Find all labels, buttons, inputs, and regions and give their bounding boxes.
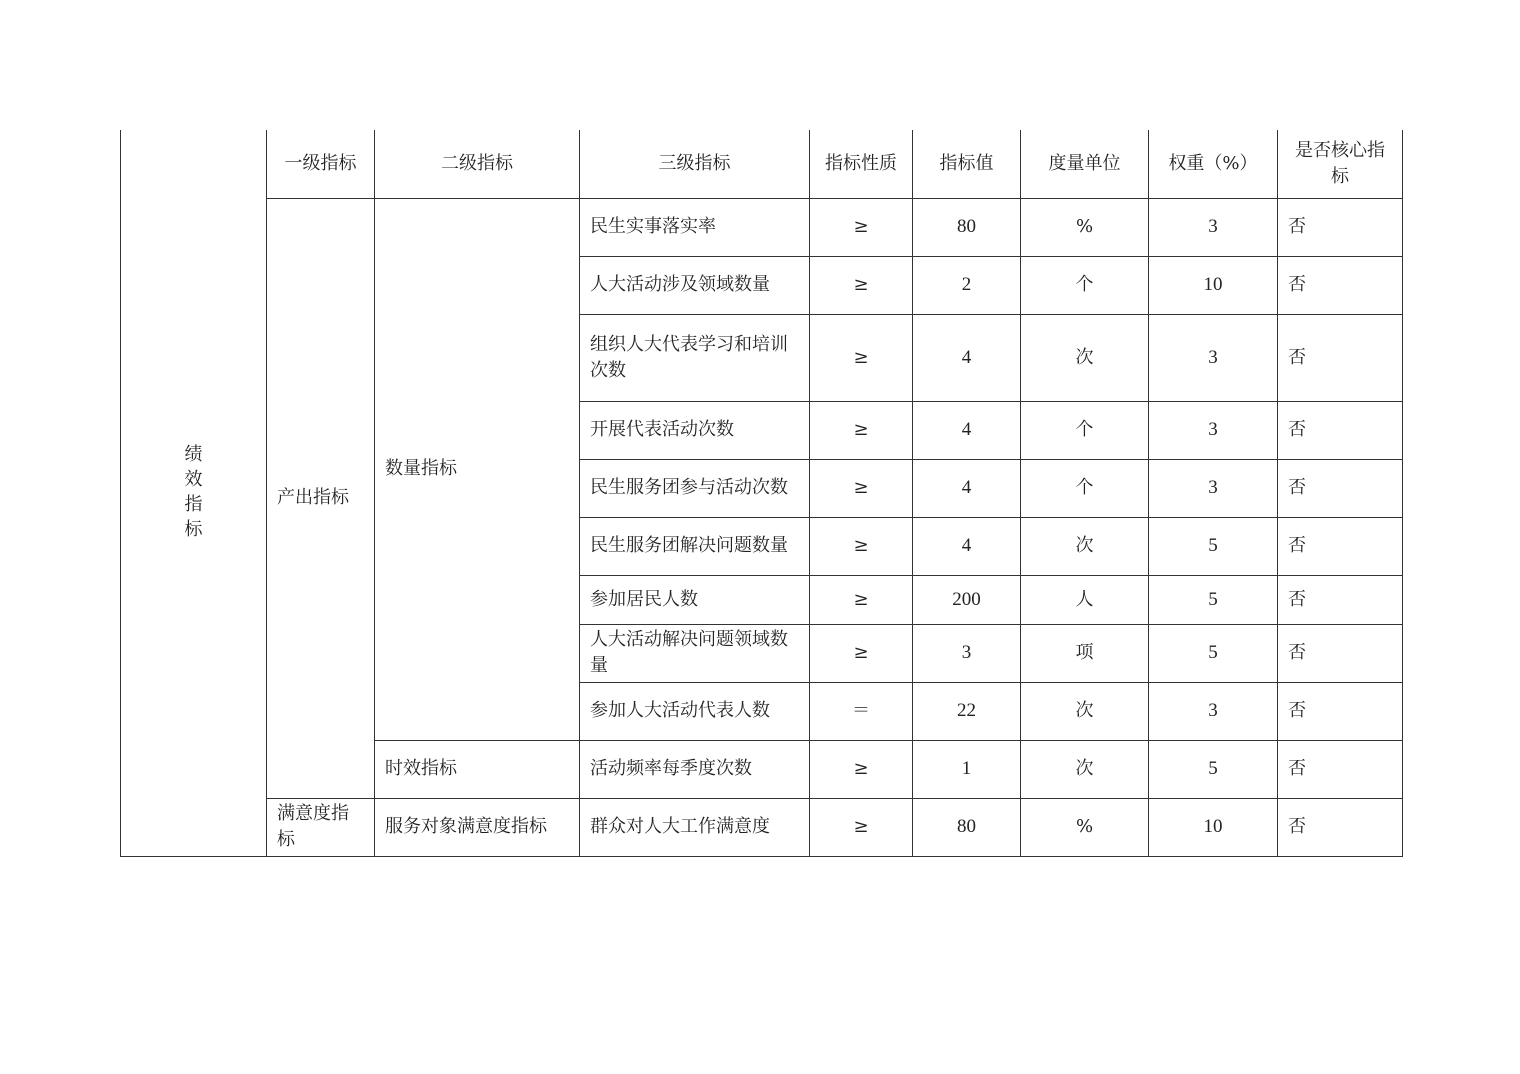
indicator-weight: 5 [1149, 517, 1278, 575]
indicator-value: 3 [913, 624, 1021, 682]
header-value: 指标值 [913, 130, 1021, 198]
indicator-unit: 个 [1021, 401, 1149, 459]
indicator-name: 群众对人大工作满意度 [580, 798, 810, 856]
indicator-core: 否 [1278, 459, 1403, 517]
indicator-nature: ≥ [810, 256, 913, 314]
indicator-nature: ≥ [810, 798, 913, 856]
outer-category-cell [121, 130, 267, 856]
indicator-weight: 3 [1149, 314, 1278, 401]
indicator-value: 4 [913, 314, 1021, 401]
header-weight: 权重（%） [1149, 130, 1278, 198]
indicator-nature: ≥ [810, 517, 913, 575]
indicator-name: 人大活动涉及领域数量 [580, 256, 810, 314]
indicator-nature: ≥ [810, 575, 913, 624]
indicator-core: 否 [1278, 575, 1403, 624]
indicator-name: 活动频率每季度次数 [580, 740, 810, 798]
indicator-core: 否 [1278, 198, 1403, 256]
indicator-name: 民生服务团参与活动次数 [580, 459, 810, 517]
level2-quantity-cell: 数量指标 [375, 198, 580, 740]
indicator-nature: ≥ [810, 198, 913, 256]
indicator-weight: 3 [1149, 682, 1278, 740]
indicator-unit: 次 [1021, 517, 1149, 575]
indicator-name: 组织人大代表学习和培训次数 [580, 314, 810, 401]
indicator-nature: ≥ [810, 314, 913, 401]
indicator-unit: 次 [1021, 740, 1149, 798]
indicator-value: 1 [913, 740, 1021, 798]
indicator-value: 22 [913, 682, 1021, 740]
indicator-core: 否 [1278, 314, 1403, 401]
indicator-name: 参加居民人数 [580, 575, 810, 624]
level1-output-cell: 产出指标 [267, 198, 375, 798]
indicator-core: 否 [1278, 624, 1403, 682]
indicator-nature: ≥ [810, 459, 913, 517]
indicator-unit: 项 [1021, 624, 1149, 682]
indicator-name: 参加人大活动代表人数 [580, 682, 810, 740]
indicator-value: 4 [913, 459, 1021, 517]
indicator-weight: 10 [1149, 798, 1278, 856]
indicator-name: 民生服务团解决问题数量 [580, 517, 810, 575]
header-row [121, 130, 1403, 198]
indicator-unit: 个 [1021, 256, 1149, 314]
indicator-weight: 3 [1149, 459, 1278, 517]
level2-timeliness-cell: 时效指标 [375, 740, 580, 798]
outer-category-label: 绩效指标 [184, 444, 203, 541]
header-level1: 一级指标 [267, 130, 375, 198]
performance-indicator-table [120, 130, 1403, 857]
indicator-unit: % [1021, 798, 1149, 856]
level1-satisfaction-cell: 满意度指标 [267, 798, 375, 856]
indicator-core: 否 [1278, 517, 1403, 575]
indicator-name: 开展代表活动次数 [580, 401, 810, 459]
indicator-core: 否 [1278, 682, 1403, 740]
indicator-weight: 3 [1149, 198, 1278, 256]
indicator-value: 2 [913, 256, 1021, 314]
header-unit: 度量单位 [1021, 130, 1149, 198]
indicator-unit: 个 [1021, 459, 1149, 517]
indicator-weight: 5 [1149, 740, 1278, 798]
indicator-value: 200 [913, 575, 1021, 624]
indicator-unit: 次 [1021, 682, 1149, 740]
indicator-value: 4 [913, 401, 1021, 459]
indicator-nature: ≥ [810, 401, 913, 459]
indicator-name: 民生实事落实率 [580, 198, 810, 256]
indicator-core: 否 [1278, 740, 1403, 798]
header-nature: 指标性质 [810, 130, 913, 198]
indicator-name: 人大活动解决问题领域数量 [580, 624, 810, 682]
indicator-value: 80 [913, 198, 1021, 256]
indicator-nature: ≥ [810, 740, 913, 798]
indicator-weight: 10 [1149, 256, 1278, 314]
indicator-core: 否 [1278, 798, 1403, 856]
header-level3: 三级指标 [580, 130, 810, 198]
indicator-core: 否 [1278, 401, 1403, 459]
indicator-core: 否 [1278, 256, 1403, 314]
indicator-weight: 5 [1149, 575, 1278, 624]
header-core: 是否核心指标 [1278, 130, 1403, 198]
indicator-unit: 次 [1021, 314, 1149, 401]
indicator-weight: 5 [1149, 624, 1278, 682]
indicator-value: 80 [913, 798, 1021, 856]
table-row [121, 798, 1403, 856]
indicator-value: 4 [913, 517, 1021, 575]
indicator-nature: ≥ [810, 624, 913, 682]
table-row [121, 198, 1403, 256]
level2-service-cell: 服务对象满意度指标 [375, 798, 580, 856]
header-level2: 二级指标 [375, 130, 580, 198]
indicator-nature: ＝ [810, 682, 913, 740]
indicator-unit: % [1021, 198, 1149, 256]
indicator-unit: 人 [1021, 575, 1149, 624]
indicator-weight: 3 [1149, 401, 1278, 459]
